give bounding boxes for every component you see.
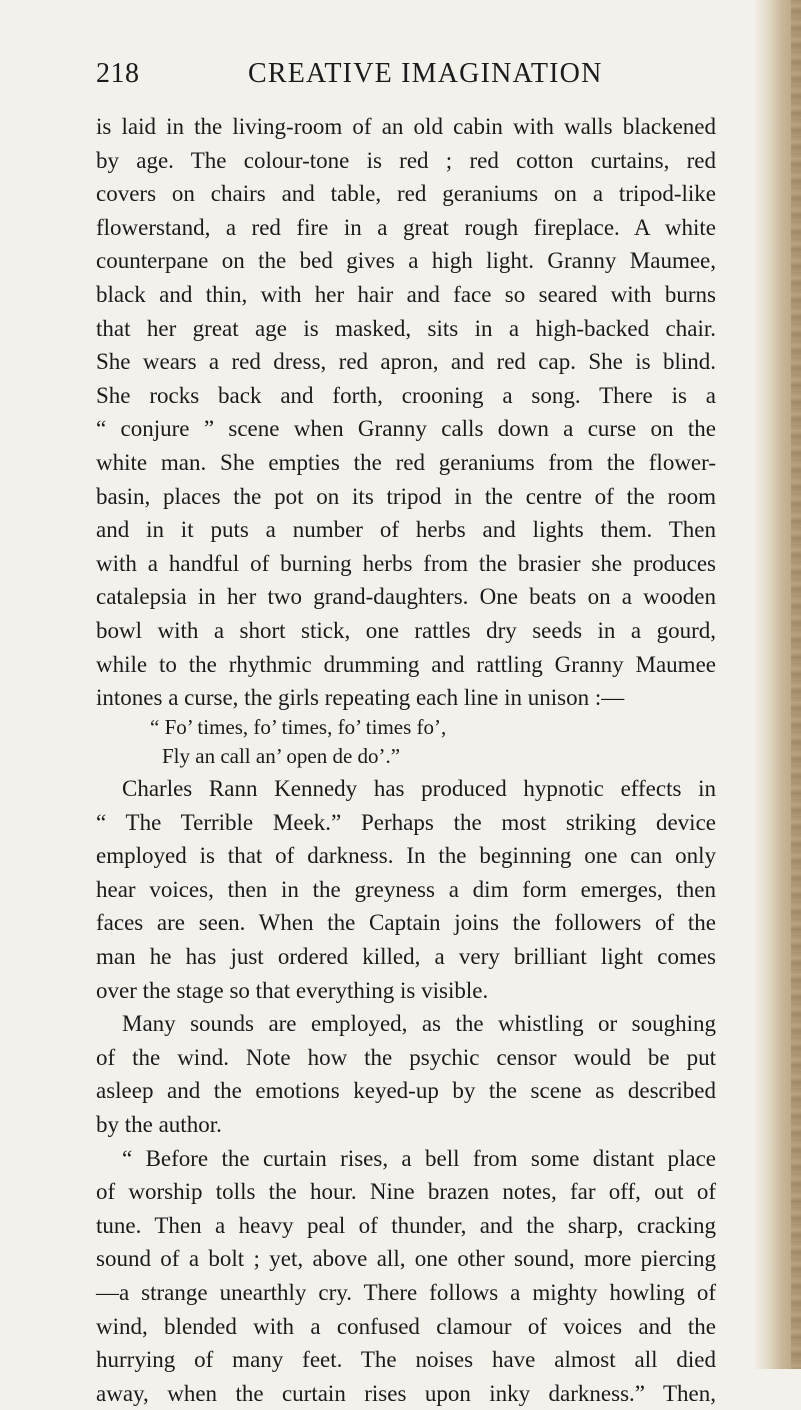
body-text <box>96 110 716 715</box>
text-line: black and thin, with her hair and face so seared with burns <box>96 281 716 307</box>
page-number: 218 <box>96 58 140 89</box>
text-line: flowerstand, a red fire in a great rough fireplace. A white <box>96 214 716 240</box>
paragraph-4 <box>96 1142 716 1410</box>
verse-line: Fly an call an’ open de do’.” <box>162 744 401 768</box>
text-line: man he has just ordered killed, a very brilliant light comes <box>96 943 716 969</box>
text-line: bowl with a short stick, one rattles dry seeds in a gourd, <box>96 617 716 643</box>
paragraph-1 <box>96 110 716 715</box>
text-line: by the author. <box>96 1111 222 1137</box>
text-line: by age. The colour-tone is red ; red cotton curtains, red <box>96 147 716 173</box>
page-header <box>96 58 716 94</box>
text-line: that her great age is masked, sits in a high-backed chair. <box>96 315 716 341</box>
text-line: Charles Rann Kennedy has produced hypnotic effects in <box>122 776 716 801</box>
text-line: —a strange unearthly cry. There follows a mighty howling of <box>96 1279 716 1305</box>
body-text-continued <box>96 702 716 1410</box>
paragraph-2 <box>96 772 716 1007</box>
text-line: counterpane on the bed gives a high light. Granny Maumee, <box>96 248 716 274</box>
text-line: basin, places the pot on its tripod in the centre of the room <box>96 483 716 509</box>
text-line: hear voices, then in the greyness a dim form emerges, then <box>96 876 716 902</box>
text-line: sound of a bolt ; yet, above all, one other sound, more piercing <box>96 1246 716 1272</box>
text-line: employed is that of darkness. In the beginning one can only <box>96 843 716 869</box>
page-edge-shadow <box>753 0 801 1369</box>
text-line: of the wind. Note how the psychic censor would be put <box>96 1044 716 1070</box>
text-line: “ The Terrible Meek.” Perhaps the most striking device <box>96 809 716 835</box>
text-line: asleep and the emotions keyed-up by the scene as described <box>96 1078 716 1104</box>
text-line: catalepsia in her two grand-daughters. One beats on a wooden <box>96 584 716 610</box>
text-line: of worship tolls the hour. Nine brazen notes, far off, out of <box>96 1179 716 1205</box>
text-line: hurrying of many feet. The noises have almost all died <box>96 1347 716 1373</box>
text-line: away, when the curtain rises upon inky darkness.” Then, <box>96 1380 716 1406</box>
text-line: “ Before the curtain rises, a bell from some distant place <box>122 1145 716 1171</box>
text-line: intones a curse, the girls repeating each line in unison :— <box>96 685 625 711</box>
running-title: CREATIVE IMAGINATION <box>248 58 603 89</box>
text-line: Many sounds are employed, as the whistling or soughing <box>122 1011 716 1037</box>
verse-line: “ Fo’ times, fo’ times, fo’ times fo’, <box>150 715 447 739</box>
text-line: wind, blended with a confused clamour of voices and the <box>96 1313 716 1339</box>
text-line: while to the rhythmic drumming and rattling Granny Maumee <box>96 651 716 677</box>
text-line: and in it puts a number of herbs and lights them. Then <box>96 517 716 543</box>
text-line: covers on chairs and table, red geraniums on a tripod-like <box>96 181 716 207</box>
text-line: tune. Then a heavy peal of thunder, and the sharp, cracking <box>96 1212 716 1238</box>
text-line: faces are seen. When the Captain joins the followers of the <box>96 910 716 936</box>
text-line: over the stage so that everything is visible. <box>96 977 489 1003</box>
text-line: She rocks back and forth, crooning a song. There is a <box>96 382 716 408</box>
text-line: She wears a red dress, red apron, and red cap. She is blind. <box>96 349 716 375</box>
text-line: with a handful of burning herbs from the brasier she produces <box>96 550 716 576</box>
text-line: white man. She empties the red geraniums from the flower- <box>96 449 716 475</box>
paragraph-3 <box>96 1007 716 1141</box>
text-line: “ conjure ” scene when Granny calls down a curse on the <box>96 416 716 442</box>
text-line: is laid in the living-room of an old cabin with walls blackened <box>96 114 716 139</box>
